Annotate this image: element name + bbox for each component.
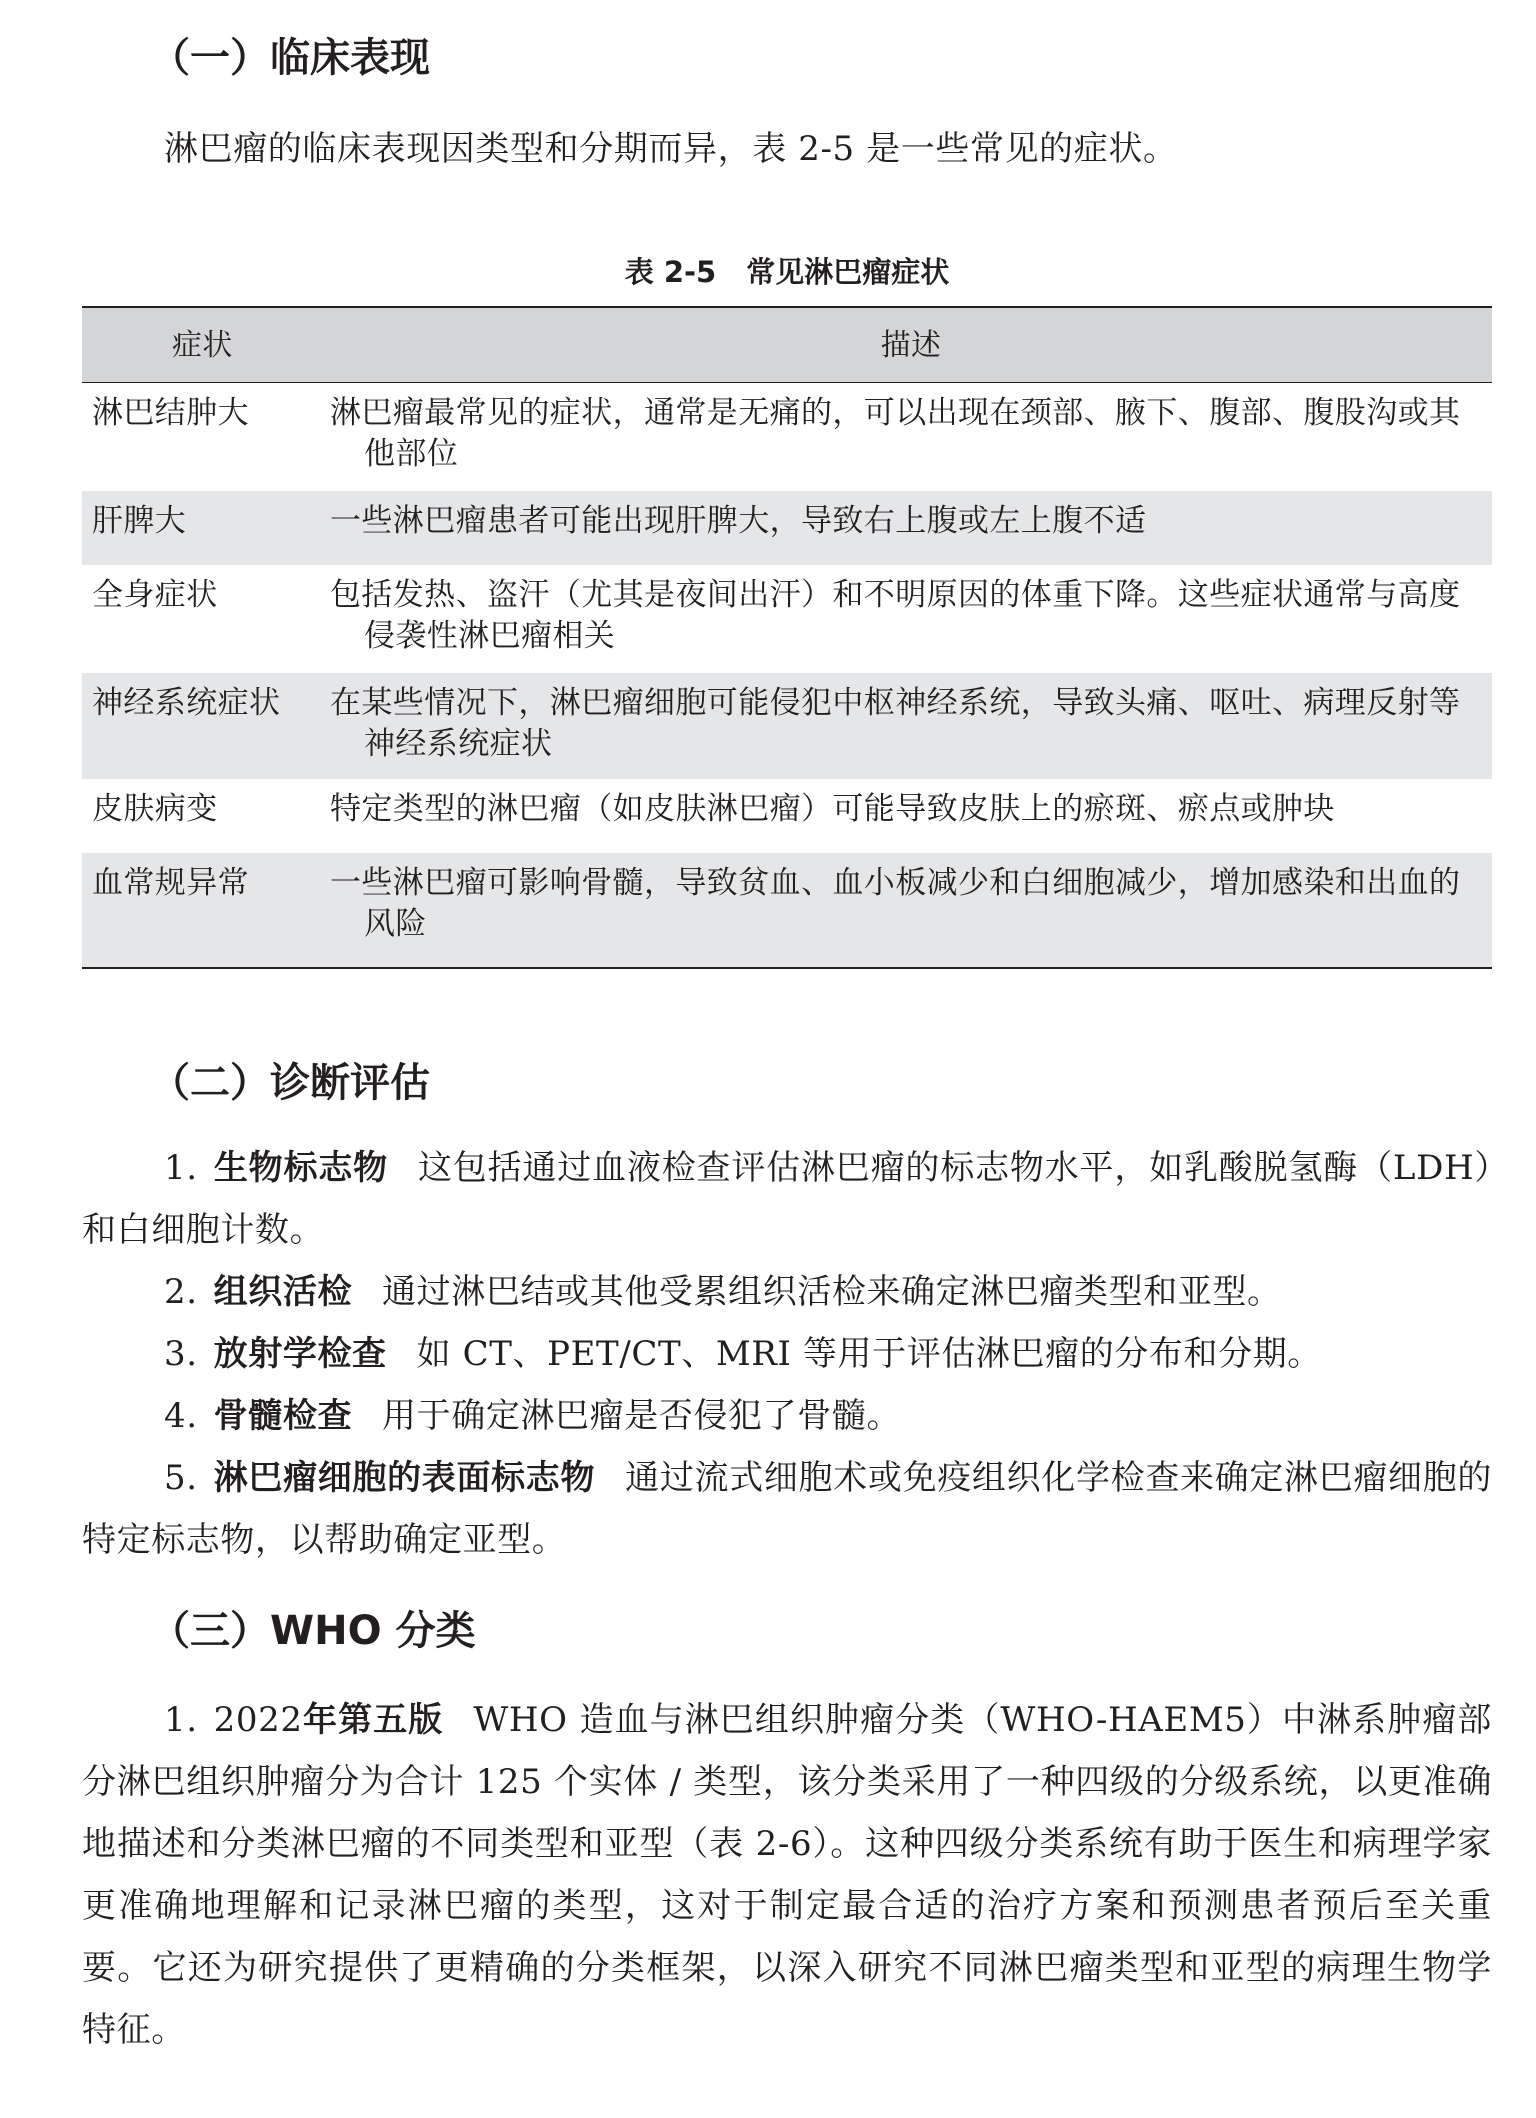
description-text: 一些淋巴瘤可影响骨髓，导致贫血、血小板减少和白细胞减少，增加感染和出血的风险 — [330, 865, 1461, 942]
section-heading-clinical: （一）临床表现 — [150, 35, 430, 81]
header-description: 描述 — [330, 307, 1492, 383]
item-text: WHO 造血与淋巴组织肿瘤分类（WHO-HAEM5）中淋系肿瘤部分淋巴组织肿瘤分为合计 125 个实体 / 类型，该分类采用了一种四级的分级系统，以更准确地描述和分类淋巴瘤的不同类型和亚型（表 2-6）。这种四级分类系统有助于医生和病理学家更准确地理解和记录淋巴瘤的类型，这对于制定最合适的治疗方案和预测患者预后至关重要。它还为研究提供了更精确的分类框架，以深入研究不同淋巴瘤类型和亚型的病理生物学特征。 — [82, 1700, 1492, 2050]
table-row — [82, 673, 1492, 779]
item-term: 放射学检查 — [213, 1334, 387, 1374]
description-text: 淋巴瘤最常见的症状，通常是无痛的，可以出现在颈部、腋下、腹部、腹股沟或其他部位 — [330, 395, 1461, 472]
item-number: 1. — [164, 1700, 198, 1740]
diagnosis-item — [82, 1261, 1492, 1323]
description-cell — [330, 779, 1492, 853]
item-term: 骨髓检查 — [213, 1396, 353, 1436]
section-heading-diagnosis: （二）诊断评估 — [150, 1060, 430, 1106]
symptom-cell: 肝脾大 — [82, 491, 330, 565]
section-heading-who: （三）WHO 分类 — [150, 1608, 476, 1654]
description-text: 特定类型的淋巴瘤（如皮肤淋巴瘤）可能导致皮肤上的瘀斑、瘀点或肿块 — [330, 791, 1335, 827]
item-term: 生物标志物 — [213, 1148, 388, 1188]
description-text: 包括发热、盗汗（尤其是夜间出汗）和不明原因的体重下降。这些症状通常与高度侵袭性淋巴瘤相关 — [330, 577, 1461, 654]
item-text: 如 CT、PET/CT、MRI 等用于评估淋巴瘤的分布和分期。 — [416, 1334, 1322, 1374]
intro-paragraph: 淋巴瘤的临床表现因类型和分期而异，表 2-5 是一些常见的症状。 — [164, 129, 1178, 169]
item-term-year: 2022 — [213, 1700, 303, 1740]
item-text: 这包括通过血液检查评估淋巴瘤的标志物水平，如乳酸脱氢酶（LDH）和白细胞计数。 — [82, 1148, 1493, 1250]
table-row — [82, 565, 1492, 673]
table-row — [82, 491, 1492, 565]
item-term: 淋巴瘤细胞的表面标志物 — [213, 1458, 596, 1498]
table-row — [82, 779, 1492, 853]
diagnosis-item — [82, 1323, 1492, 1385]
diagnosis-item — [82, 1385, 1492, 1447]
item-number: 5. — [164, 1458, 198, 1498]
table-caption — [82, 250, 1492, 294]
item-term: 组织活检 — [213, 1272, 353, 1312]
description-text: 一些淋巴瘤患者可能出现肝脾大，导致右上腹或左上腹不适 — [330, 503, 1147, 539]
header-symptom: 症状 — [82, 307, 330, 383]
item-number: 4. — [164, 1396, 198, 1436]
diagnosis-item — [82, 1137, 1492, 1261]
item-text: 通过淋巴结或其他受累组织活检来确定淋巴瘤类型和亚型。 — [382, 1272, 1282, 1312]
table-caption-title: 常见淋巴瘤症状 — [746, 255, 950, 289]
symptoms-table — [82, 306, 1492, 969]
description-cell — [330, 491, 1492, 565]
symptom-cell: 皮肤病变 — [92, 791, 218, 827]
symptom-cell: 神经系统症状 — [82, 673, 330, 779]
item-term: 年第五版 — [302, 1700, 444, 1740]
description-cell — [330, 565, 1492, 673]
symptom-cell: 全身症状 — [92, 577, 218, 613]
symptom-cell: 血常规异常 — [82, 853, 330, 968]
item-text: 通过流式细胞术或免疫组织化学检查来确定淋巴瘤细胞的特定标志物，以帮助确定亚型。 — [82, 1458, 1493, 1560]
description-text: 在某些情况下，淋巴瘤细胞可能侵犯中枢神经系统，导致头痛、呕吐、病理反射等神经系统症状 — [330, 685, 1461, 762]
description-cell — [330, 853, 1492, 968]
item-text: 用于确定淋巴瘤是否侵犯了骨髓。 — [382, 1396, 902, 1436]
table-caption-number: 表 2-5 — [624, 255, 717, 289]
description-cell — [330, 673, 1492, 779]
diagnosis-item — [82, 1447, 1492, 1571]
table-row — [82, 853, 1492, 968]
table-header-row — [82, 307, 1492, 383]
item-number: 1. — [164, 1148, 198, 1188]
description-cell — [330, 383, 1492, 492]
who-item — [82, 1689, 1492, 2061]
item-number: 2. — [164, 1272, 198, 1312]
symptom-cell: 淋巴结肿大 — [92, 395, 249, 431]
table-row — [82, 383, 1492, 492]
item-number: 3. — [164, 1334, 198, 1374]
